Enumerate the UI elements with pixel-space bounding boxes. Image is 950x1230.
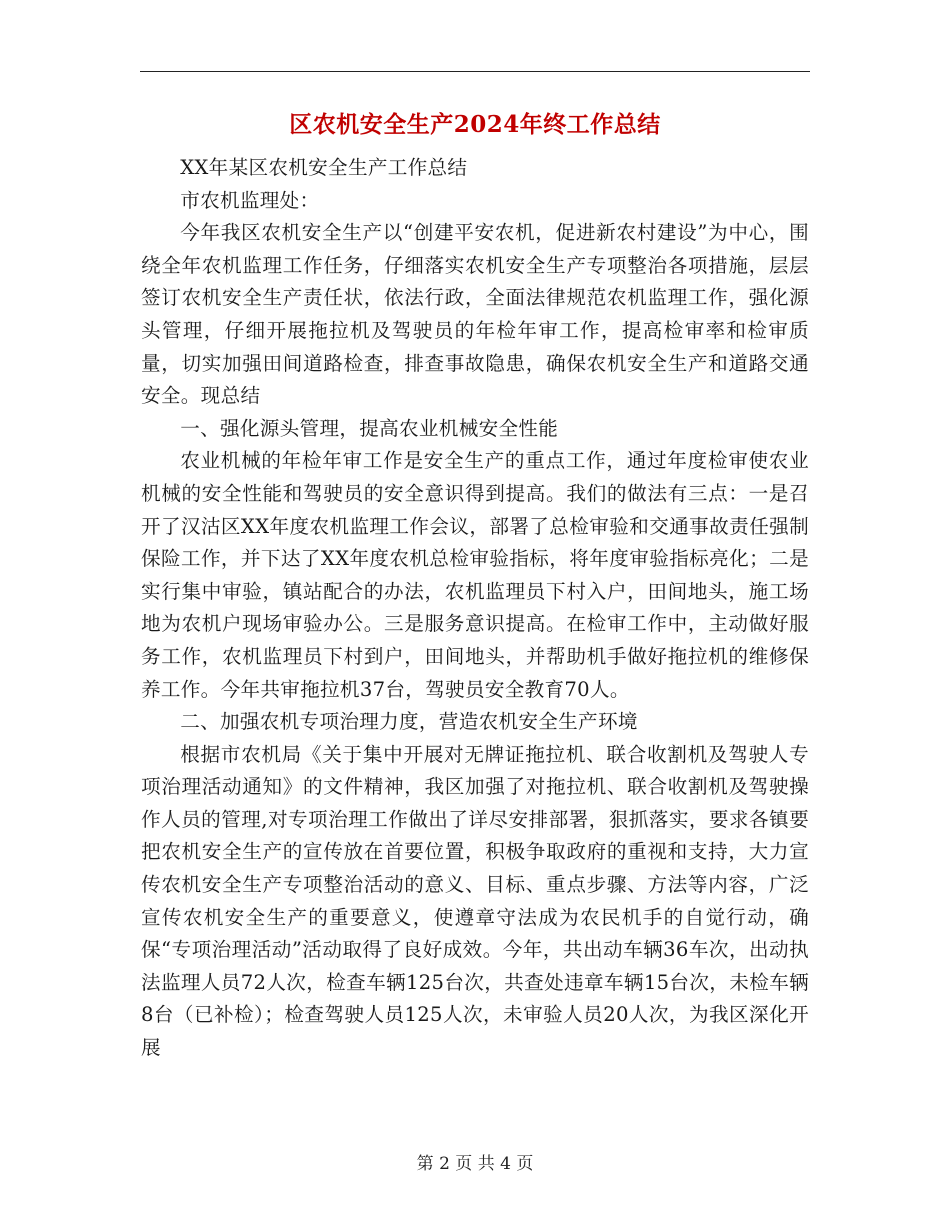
paragraph-subtitle: XX年某区农机安全生产工作总结 bbox=[180, 156, 468, 179]
paragraph-addressee: 市农机监理处： bbox=[180, 188, 320, 212]
paragraph-intro: 今年我区农机安全生产以“创建平安农机，促进新农村建设”为中心，围绕全年农机监理工作任务，仔细落实农机安全生产专项整治各项措施，层层签订农机安全生产责任状，依法行政，全面法律规范农机监理工作，强化源头管理，仔细开展拖拉机及驾驶员的年检年审工作，提高检审率和检审质量，切实加强田间道路检查，排查事故隐患，确保农机安全生产和道路交通安全。现总结 bbox=[141, 221, 809, 408]
section-heading-1: 一、强化源头管理，提高农业机械安全性能 bbox=[180, 416, 559, 440]
header-rule bbox=[140, 71, 810, 72]
page-number-footer: 第 2 页 共 4 页 bbox=[416, 1154, 534, 1174]
section-heading-2: 二、加强农机专项治理力度，营造农机安全生产环境 bbox=[180, 710, 638, 734]
paragraph-section-1: 农业机械的年检年审工作是安全生产的重点工作，通过年度检审使农业机械的安全性能和驾驶员的安全意识得到提高。我们的做法有三点：一是召开了汉沽区XX年度农机监理工作会议，部署了总检审验和交通事故责任强制保险工作，并下达了XX年度农机总检审验指标，将年度审验指标亮化；二是实行集中审验，镇站配合的办法，农机监理员下村入户，田间地头，施工场地为农机户现场审验办公。三是服务意识提高。在检审工作中，主动做好服务工作，农机监理员下村到户，田间地头，并帮助机手做好拖拉机的维修保养工作。今年共审拖拉机37台，驾驶员安全教育70人。 bbox=[141, 449, 809, 701]
paragraph-section-2: 根据市农机局《关于集中开展对无牌证拖拉机、联合收割机及驾驶人专项治理活动通知》的文件精神，我区加强了对拖拉机、联合收割机及驾驶操作人员的管理,对专项治理工作做出了详尽安排部署，狠抓落实，要求各镇要把农机安全生产的宣传放在首要位置，积极争取政府的重视和支持，大力宣传农机安全生产专项整治活动的意义、目标、重点步骤、方法等内容，广泛宣传农机安全生产的重要意义，使遵章守法成为农民机手的自觉行动，确保“专项治理活动”活动取得了良好成效。今年，共出动车辆36车次，出动执法监理人员72人次，检查车辆125台次，共查处违章车辆15台次，未检车辆8台（已补检）；检查驾驶人员125人次，未审验人员20人次，为我区深化开展 bbox=[141, 742, 809, 1060]
document-body bbox=[141, 152, 809, 1065]
document-title: 区农机安全生产2024年终工作总结 bbox=[289, 111, 661, 138]
